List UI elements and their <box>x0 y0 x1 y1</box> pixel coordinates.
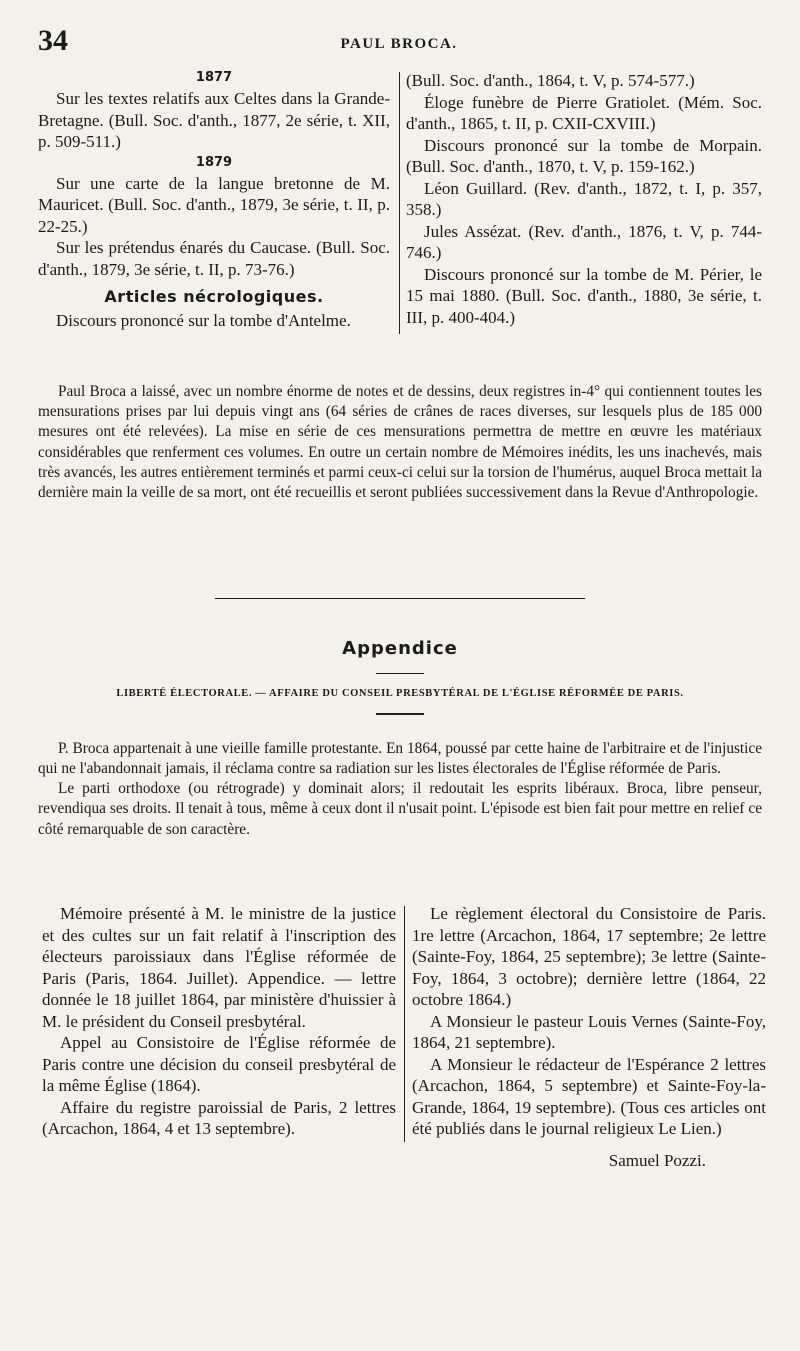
page-header <box>38 24 760 57</box>
bibliography-entry: A Monsieur le pasteur Louis Vernes (Sainte-Foy, 1864, 21 septembre). <box>412 1011 766 1052</box>
year-heading-1877: 1877 <box>195 70 233 85</box>
bibliography-entry: Sur les prétendus énarés du Caucase. (Bull. Soc. d'anth., 1879, 3e série, t. II, p. 73-76.) <box>38 238 390 279</box>
appendix-title: Appendice <box>342 638 458 659</box>
note-paragraph-block <box>38 382 762 503</box>
bottom-right-column <box>412 903 766 1171</box>
bibliography-entry: Appel au Consistoire de l'Église réformée de Paris contre une décision du conseil presbytéral de la même Église (1864). <box>42 1033 396 1095</box>
appendix-subtitle: LIBERTÉ ÉLECTORALE. — AFFAIRE DU CONSEIL PRESBYTÉRAL DE L'ÉGLISE RÉFORMÉE DE PARIS. <box>116 688 684 700</box>
title-rule <box>376 673 424 674</box>
bibliography-entry: Discours prononcé sur la tombe de Morpain. (Bull. Soc. d'anth., 1870, t. V, p. 159-162.) <box>406 135 762 176</box>
right-column <box>406 70 762 328</box>
author-signature: Samuel Pozzi. <box>608 1150 706 1170</box>
left-column <box>38 68 390 332</box>
bibliography-entry: Discours prononcé sur la tombe de M. Périer, le 15 mai 1880. (Bull. Soc. d'anth., 1880, 3e série, t. III, p. 400-404.) <box>406 264 762 327</box>
year-heading-1879: 1879 <box>195 154 233 170</box>
column-divider <box>404 906 405 1142</box>
running-head: PAUL BROCA. <box>340 36 458 52</box>
bottom-left-column <box>42 903 396 1140</box>
page-number: 34 <box>38 24 68 57</box>
bibliography-entry: Éloge funèbre de Pierre Gratiolet. (Mém. Soc. d'anth., 1865, t. II, p. CXII-CXVIII.) <box>406 92 762 133</box>
note-paragraph: Paul Broca a laissé, avec un nombre énorme de notes et de dessins, deux registres in-4° qui contiennent toutes les mensurations prises par lui depuis vingt ans (64 séries de crânes de races diverses, sur lesquels plus de 185 000 mesures ont été relevées). La mise en série de ces mensurations permettra de mettre en œuvre les matériaux considérables que renferment ces volumes. En outre un certain nombre de Mémoires inédits, les uns inachevés, mais très avancés, les autres entièrement terminés et parmi ceux-ci celui sur la torsion de l'humérus, auquel Broca mettait la dernière main la veille de sa mort, ont été recueillis et seront publiées successivement dans la Revue d'Anthropologie. <box>38 383 762 502</box>
bibliography-entry: Affaire du registre paroissial de Paris, 2 lettres (Arcachon, 1864, 4 et 13 septembre). <box>42 1097 396 1138</box>
bibliography-entry: Le règlement électoral du Consistoire de Paris. 1re lettre (Arcachon, 1864, 17 septembre; 2e lettre (Sainte-Foy, 1864, 25 septembre); 3e lettre (Sainte-Foy, 1864, 3 octobre); dernière lettre (1864, 22 octobre 1864.) <box>412 904 766 1009</box>
bibliography-entry: Mémoire présenté à M. le ministre de la justice et des cultes sur un fait relatif à l'inscription des électeurs paroissiaux dans l'Église réformée de Paris (Paris, 1864. Juillet). Appendice. — lettre donnée le 18 juillet 1864, par ministère d'huissier à M. le président du Conseil presbytéral. <box>42 904 396 1031</box>
appendix-section <box>38 638 762 840</box>
bibliography-entry: Sur une carte de la langue bretonne de M. Mauricet. (Bull. Soc. d'anth., 1879, 3e série, t. II, p. 22-25.) <box>38 173 390 236</box>
bibliography-entry: Jules Assézat. (Rev. d'anth., 1876, t. V, p. 744-746.) <box>406 221 762 262</box>
section-rule <box>215 598 585 599</box>
bibliography-entry: Discours prononcé sur la tombe d'Antelme. <box>56 311 351 330</box>
bibliography-entry: Sur les textes relatifs aux Celtes dans la Grande-Bretagne. (Bull. Soc. d'anth., 1877, 2e série, t. XII, p. 509-511.) <box>38 89 390 151</box>
section-heading-necrology: Articles nécrologiques. <box>104 287 324 306</box>
bibliography-entry: (Bull. Soc. d'anth., 1864, t. V, p. 574-577.) <box>406 71 695 90</box>
bibliography-entry: A Monsieur le rédacteur de l'Espérance 2 lettres (Arcachon, 1864, 5 septembre) et Sainte-Foy-la-Grande, 1864, 19 septembre). (Tous ces articles ont été publiés dans le journal religieux Le Lien.) <box>412 1054 766 1138</box>
bibliography-entry: Léon Guillard. (Rev. d'anth., 1872, t. I, p. 357, 358.) <box>406 178 762 219</box>
appendix-paragraph: Le parti orthodoxe (ou rétrograde) y dominait alors; il redoutait les esprits libéraux. Broca, libre penseur, revendiqua ses droits. Il tenait à tous, même à ceux dont il n'usait point. L'épisode est bien fait pour mettre en relief ce côté remarquable de son caractère. <box>38 780 762 838</box>
subtitle-rule <box>376 713 424 714</box>
column-divider <box>399 72 400 334</box>
appendix-paragraph: P. Broca appartenait à une vieille famille protestante. En 1864, poussé par cette haine de l'arbitraire et de l'injustice qui ne l'abandonnait jamais, il réclama contre sa radiation sur les listes électorales de l'Église réformée de Paris. <box>38 739 762 777</box>
